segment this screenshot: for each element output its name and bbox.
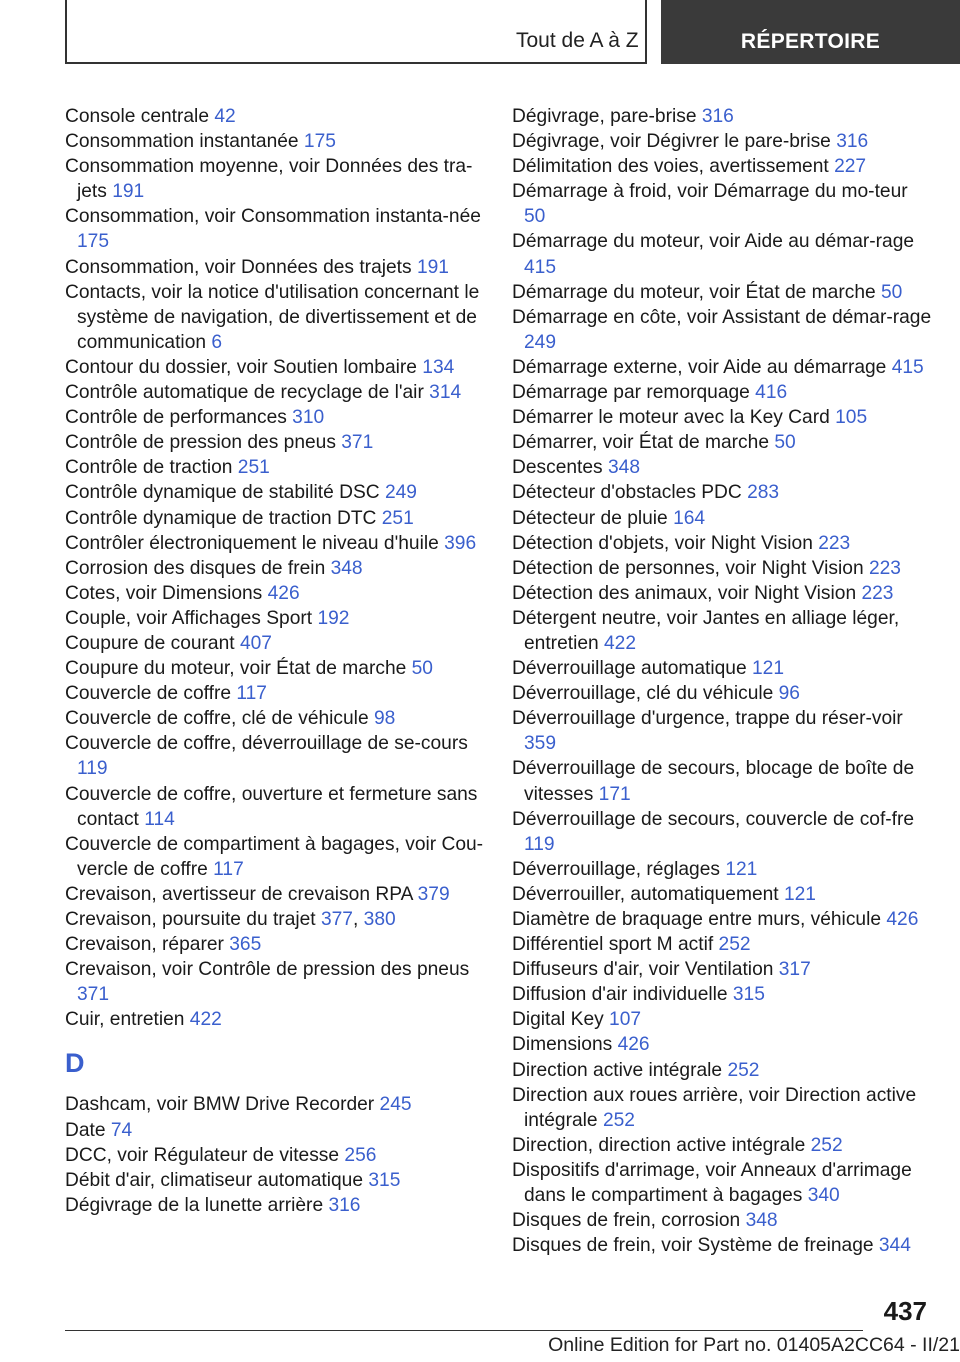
index-list-d <box>65 1092 485 1217</box>
index-term: Débit d'air, climatiseur automatique <box>65 1169 369 1191</box>
page-link[interactable]: 117 <box>236 683 267 705</box>
page-link[interactable]: 245 <box>379 1094 412 1116</box>
page-link[interactable]: 314 <box>429 382 462 404</box>
page-link[interactable]: 121 <box>751 658 784 680</box>
page-link[interactable]: 426 <box>617 1034 650 1056</box>
index-term: Diffuseurs d'air, voir Ventilation <box>512 959 779 981</box>
page-link[interactable]: 380 <box>363 909 396 930</box>
page-link[interactable]: 415 <box>524 256 557 278</box>
index-term: Dimensions <box>512 1034 618 1056</box>
index-entry <box>65 1007 485 1032</box>
index-list-c <box>65 104 485 1032</box>
page-link[interactable]: 251 <box>381 507 414 529</box>
page-link[interactable]: 316 <box>836 131 869 153</box>
index-term: Coupure du moteur, voir État de marche <box>65 658 412 680</box>
index-term: Contrôle automatique de recyclage de l'air <box>65 382 430 404</box>
page-link[interactable]: 114 <box>144 808 175 830</box>
index-entry <box>65 154 485 204</box>
page-link[interactable]: 249 <box>384 482 417 504</box>
index-entry <box>65 631 485 656</box>
page-link[interactable]: 252 <box>727 1059 760 1081</box>
page-link[interactable]: 377 <box>320 909 353 930</box>
page-link[interactable]: 223 <box>861 582 894 604</box>
index-entry <box>65 782 485 832</box>
index-entry <box>512 1083 932 1133</box>
page-link[interactable]: 422 <box>189 1009 222 1031</box>
page-link[interactable]: 396 <box>444 532 477 554</box>
index-entry <box>512 807 932 857</box>
index-term: Date <box>65 1119 111 1141</box>
index-term: Couvercle de coffre, clé de véhicule <box>65 708 374 730</box>
page-link[interactable]: 191 <box>112 181 145 203</box>
page-link[interactable]: 175 <box>303 131 336 153</box>
page-link[interactable]: 348 <box>330 557 363 579</box>
index-term: Démarrage du moteur, voir Aide au démar‐rage <box>512 231 915 253</box>
index-term: Crevaison, réparer <box>65 934 230 956</box>
page-link[interactable]: 107 <box>609 1009 642 1031</box>
index-entry <box>65 656 485 681</box>
index-term: Déverrouillage de secours, couvercle de cof‐fre <box>512 808 915 830</box>
index-entry <box>65 104 485 129</box>
index-entry <box>65 455 485 480</box>
index-entry <box>65 1193 485 1218</box>
index-term: Digital Key <box>512 1009 610 1031</box>
index-term: Différentiel sport M actif <box>512 934 719 956</box>
index-entry <box>512 355 932 380</box>
index-entry <box>65 1092 485 1117</box>
index-entry <box>512 932 932 957</box>
index-term: Couple, voir Affichages Sport <box>65 607 318 629</box>
index-column-right <box>512 104 932 1258</box>
index-entry <box>65 681 485 706</box>
index-entry <box>65 506 485 531</box>
index-entry <box>65 1143 485 1168</box>
index-entry <box>512 882 932 907</box>
page-link[interactable]: 348 <box>745 1210 778 1232</box>
index-term: Crevaison, poursuite du trajet <box>65 909 321 930</box>
index-term: Déverrouillage automatique <box>512 658 752 680</box>
page-link[interactable]: 134 <box>422 356 455 378</box>
index-entry <box>512 154 932 179</box>
index-term: Couvercle de coffre, déverrouillage de se‐cours <box>65 733 468 755</box>
index-entry <box>512 756 932 806</box>
index-term: Couvercle de coffre, ouverture et fermeture sans contact <box>65 783 478 830</box>
page-link[interactable]: 50 <box>411 658 433 680</box>
page-link[interactable]: 192 <box>317 607 350 629</box>
page-link[interactable]: 340 <box>807 1185 840 1207</box>
page-link[interactable]: 315 <box>368 1169 401 1191</box>
index-term: Disques de frein, voir Système de freinage <box>512 1235 879 1257</box>
index-entry <box>512 1158 932 1208</box>
index-term: Dégivrage, voir Dégivrer le pare-brise <box>512 131 837 153</box>
index-term: Contrôler électroniquement le niveau d'huile <box>65 532 445 554</box>
page-link[interactable]: 426 <box>267 582 300 604</box>
index-entry <box>65 832 485 882</box>
index-term: Détection de personnes, voir Night Vision <box>512 557 869 579</box>
index-term: Crevaison, avertisseur de crevaison RPA <box>65 883 418 905</box>
index-term: Déverrouillage, clé du véhicule <box>512 683 779 705</box>
section-letter: D <box>65 1048 85 1079</box>
index-term: Détecteur d'obstacles PDC <box>512 482 748 504</box>
index-entry <box>65 882 485 907</box>
page-link[interactable]: 283 <box>747 482 780 504</box>
index-term: Direction, direction active intégrale <box>512 1134 811 1156</box>
index-entry <box>512 455 932 480</box>
index-entry <box>65 531 485 556</box>
page-link[interactable]: 119 <box>77 758 108 780</box>
index-term: Dégivrage, pare-brise <box>512 106 702 127</box>
index-column-left <box>65 104 485 1218</box>
index-entry <box>512 305 932 355</box>
index-term: Démarrage externe, voir Aide au démarrage <box>512 356 892 378</box>
index-term: Délimitation des voies, avertissement <box>512 156 835 178</box>
page-link[interactable]: 252 <box>602 1109 635 1131</box>
page-link[interactable]: 359 <box>524 733 557 755</box>
page-link[interactable]: 227 <box>834 156 867 178</box>
index-entry <box>512 179 932 229</box>
index-entry <box>512 280 932 305</box>
index-entry <box>512 556 932 581</box>
page-link[interactable]: 422 <box>604 632 637 654</box>
index-entry <box>512 229 932 279</box>
index-term: DCC, voir Régulateur de vitesse <box>65 1144 345 1166</box>
index-term: Dispositifs d'arrimage, voir Anneaux d'arrimage dans le compartiment à bagages <box>512 1159 912 1207</box>
index-term: Détergent neutre, voir Jantes en alliage léger, entretien <box>512 607 900 654</box>
index-term: Démarrer, voir État de marche <box>512 432 775 454</box>
index-entry <box>512 506 932 531</box>
page-link[interactable]: 121 <box>725 858 758 880</box>
index-term: Détection des animaux, voir Night Vision <box>512 582 862 604</box>
index-entry <box>512 1007 932 1032</box>
index-term: Couvercle de compartiment à bagages, voir Cou‐vercle de coffre <box>65 833 484 880</box>
page-link[interactable]: 415 <box>891 356 924 378</box>
index-term: Diamètre de braquage entre murs, véhicule <box>512 909 887 930</box>
page-number: 437 <box>883 1296 927 1326</box>
index-entry <box>512 706 932 756</box>
index-entry <box>512 857 932 882</box>
index-entry <box>65 380 485 405</box>
index-entry <box>65 255 485 280</box>
page-link[interactable]: 348 <box>607 457 640 479</box>
index-term: Diffusion d'air individuelle <box>512 984 733 1006</box>
index-term: Dégivrage de la lunette arrière <box>65 1194 329 1216</box>
index-entry <box>512 581 932 606</box>
page-link[interactable]: 371 <box>341 432 374 454</box>
index-term: Déverrouillage d'urgence, trappe du réser‐voir <box>512 708 903 730</box>
index-entry <box>512 480 932 505</box>
index-term: Dashcam, voir BMW Drive Recorder <box>65 1094 380 1116</box>
index-entry <box>512 1208 932 1233</box>
index-term: Corrosion des disques de frein <box>65 557 331 579</box>
index-term: Contrôle de traction <box>65 457 238 479</box>
index-entry <box>512 129 932 154</box>
page-link[interactable]: 191 <box>416 256 449 278</box>
index-entry <box>512 681 932 706</box>
index-term: Détecteur de pluie <box>512 507 674 529</box>
index-entry <box>65 280 485 355</box>
page-link[interactable]: 365 <box>229 934 262 956</box>
index-entry <box>512 380 932 405</box>
index-entry <box>65 129 485 154</box>
index-entry <box>65 405 485 430</box>
index-entry <box>65 1168 485 1193</box>
page-link[interactable]: 316 <box>328 1194 361 1216</box>
index-entry <box>512 606 932 656</box>
index-term: Console centrale <box>65 106 215 127</box>
index-entry <box>65 204 485 254</box>
page-link[interactable]: 256 <box>344 1144 377 1166</box>
page-link[interactable]: 50 <box>881 281 903 303</box>
index-list-d-continued <box>512 104 932 1258</box>
page-link[interactable]: 50 <box>774 432 796 454</box>
index-entry <box>65 430 485 455</box>
footer-rule <box>65 1330 863 1331</box>
index-term: Démarrage du moteur, voir État de marche <box>512 281 881 303</box>
page-link[interactable]: 252 <box>718 934 751 956</box>
index-entry <box>65 1118 485 1143</box>
page-link[interactable]: 379 <box>417 883 450 905</box>
index-entry <box>65 556 485 581</box>
index-entry <box>65 581 485 606</box>
page-link[interactable]: 175 <box>77 231 110 253</box>
page-link[interactable]: 316 <box>701 106 734 127</box>
page-link[interactable]: 223 <box>818 532 851 554</box>
page-link[interactable]: 50 <box>524 206 546 228</box>
page-link[interactable]: 119 <box>524 833 555 855</box>
page-link[interactable]: 252 <box>810 1134 843 1156</box>
index-term: Contrôle dynamique de stabilité DSC <box>65 482 385 504</box>
index-entry <box>65 706 485 731</box>
index-term: Consommation, voir Consommation instanta‐née <box>65 206 481 228</box>
page-link[interactable]: 117 <box>213 858 244 880</box>
page-link[interactable]: 6 <box>211 331 223 353</box>
index-term: Démarrage en côte, voir Assistant de démar‐rage <box>512 306 932 328</box>
page-link[interactable]: 171 <box>598 783 631 805</box>
page-link[interactable]: 223 <box>868 557 901 579</box>
index-term: Direction aux roues arrière, voir Direction active intégrale <box>512 1084 917 1131</box>
page-link[interactable]: 74 <box>110 1119 133 1141</box>
page-link[interactable]: 426 <box>886 909 919 930</box>
index-term: Contrôle de pression des pneus <box>65 432 342 454</box>
index-term: Déverrouillage, réglages <box>512 858 726 880</box>
index-entry <box>512 1133 932 1158</box>
index-term: Crevaison, voir Contrôle de pression des pneus <box>65 959 470 981</box>
index-term: Consommation, voir Données des trajets <box>65 256 417 278</box>
index-entry <box>65 957 485 1007</box>
index-term: Contrôle dynamique de traction DTC <box>65 507 382 529</box>
footer-edition: Online Edition for Part no. 01405A2CC64 - II/21 <box>548 1334 960 1356</box>
index-entry <box>512 531 932 556</box>
index-term: Consommation moyenne, voir Données des tra‐jets <box>65 156 473 203</box>
index-entry <box>65 480 485 505</box>
page-link[interactable]: 121 <box>783 883 816 905</box>
index-entry <box>512 656 932 681</box>
page-link[interactable]: 249 <box>524 331 557 353</box>
index-entry <box>512 104 932 129</box>
page-link[interactable]: 371 <box>77 984 110 1006</box>
index-term: Démarrer le moteur avec la Key Card <box>512 407 836 429</box>
index-entry <box>512 982 932 1007</box>
index-term: Déverrouillage de secours, blocage de boîte de vitesses <box>512 758 915 805</box>
index-entry <box>65 731 485 781</box>
index-entry <box>512 1058 932 1083</box>
index-term: Consommation instantanée <box>65 131 304 153</box>
index-term: Contacts, voir la notice d'utilisation concernant le système de navigation, de divertissement et de communication <box>65 281 480 353</box>
page-link[interactable]: 317 <box>778 959 811 981</box>
page-link[interactable]: 315 <box>732 984 765 1006</box>
index-term: Descentes <box>512 457 608 479</box>
page-link[interactable]: 416 <box>755 382 788 404</box>
page-link[interactable]: 96 <box>778 683 800 705</box>
index-term: Cotes, voir Dimensions <box>65 582 268 604</box>
page-link[interactable]: 105 <box>835 407 868 429</box>
index-entry <box>512 1233 932 1258</box>
index-entry <box>65 606 485 631</box>
index-term: Contrôle de performances <box>65 407 293 429</box>
index-term: Démarrage à froid, voir Démarrage du mo‐teur <box>512 181 908 203</box>
index-term: Disques de frein, corrosion <box>512 1210 746 1232</box>
index-entry <box>65 932 485 957</box>
index-entry <box>512 1032 932 1057</box>
index-entry <box>512 405 932 430</box>
page-link[interactable]: 251 <box>237 457 270 479</box>
index-term: Démarrage par remorquage <box>512 382 756 404</box>
index-term: Déverrouiller, automatiquement <box>512 883 784 905</box>
page-link[interactable]: 164 <box>673 507 706 529</box>
index-entry <box>512 430 932 455</box>
index-term: Détection d'objets, voir Night Vision <box>512 532 819 554</box>
index-entry <box>512 907 932 932</box>
page-link[interactable]: 407 <box>239 632 272 654</box>
page-link[interactable]: 344 <box>878 1235 911 1257</box>
index-term: Coupure de courant <box>65 632 240 654</box>
page-link[interactable]: 310 <box>292 407 325 429</box>
index-entry <box>512 957 932 982</box>
index-term: Direction active intégrale <box>512 1059 728 1081</box>
index-entry: Crevaison, poursuite du trajet 377, 380 <box>65 909 396 930</box>
index-term: Cuir, entretien <box>65 1009 190 1031</box>
page-link[interactable]: 98 <box>373 708 396 730</box>
index-entry <box>65 355 485 380</box>
tab-repertoire[interactable]: RÉPERTOIRE <box>661 0 960 64</box>
index-term: Contour du dossier, voir Soutien lombaire <box>65 356 423 378</box>
section-title: Tout de A à Z <box>516 29 639 52</box>
page-link[interactable]: 42 <box>214 106 236 127</box>
index-term: Couvercle de coffre <box>65 683 237 705</box>
